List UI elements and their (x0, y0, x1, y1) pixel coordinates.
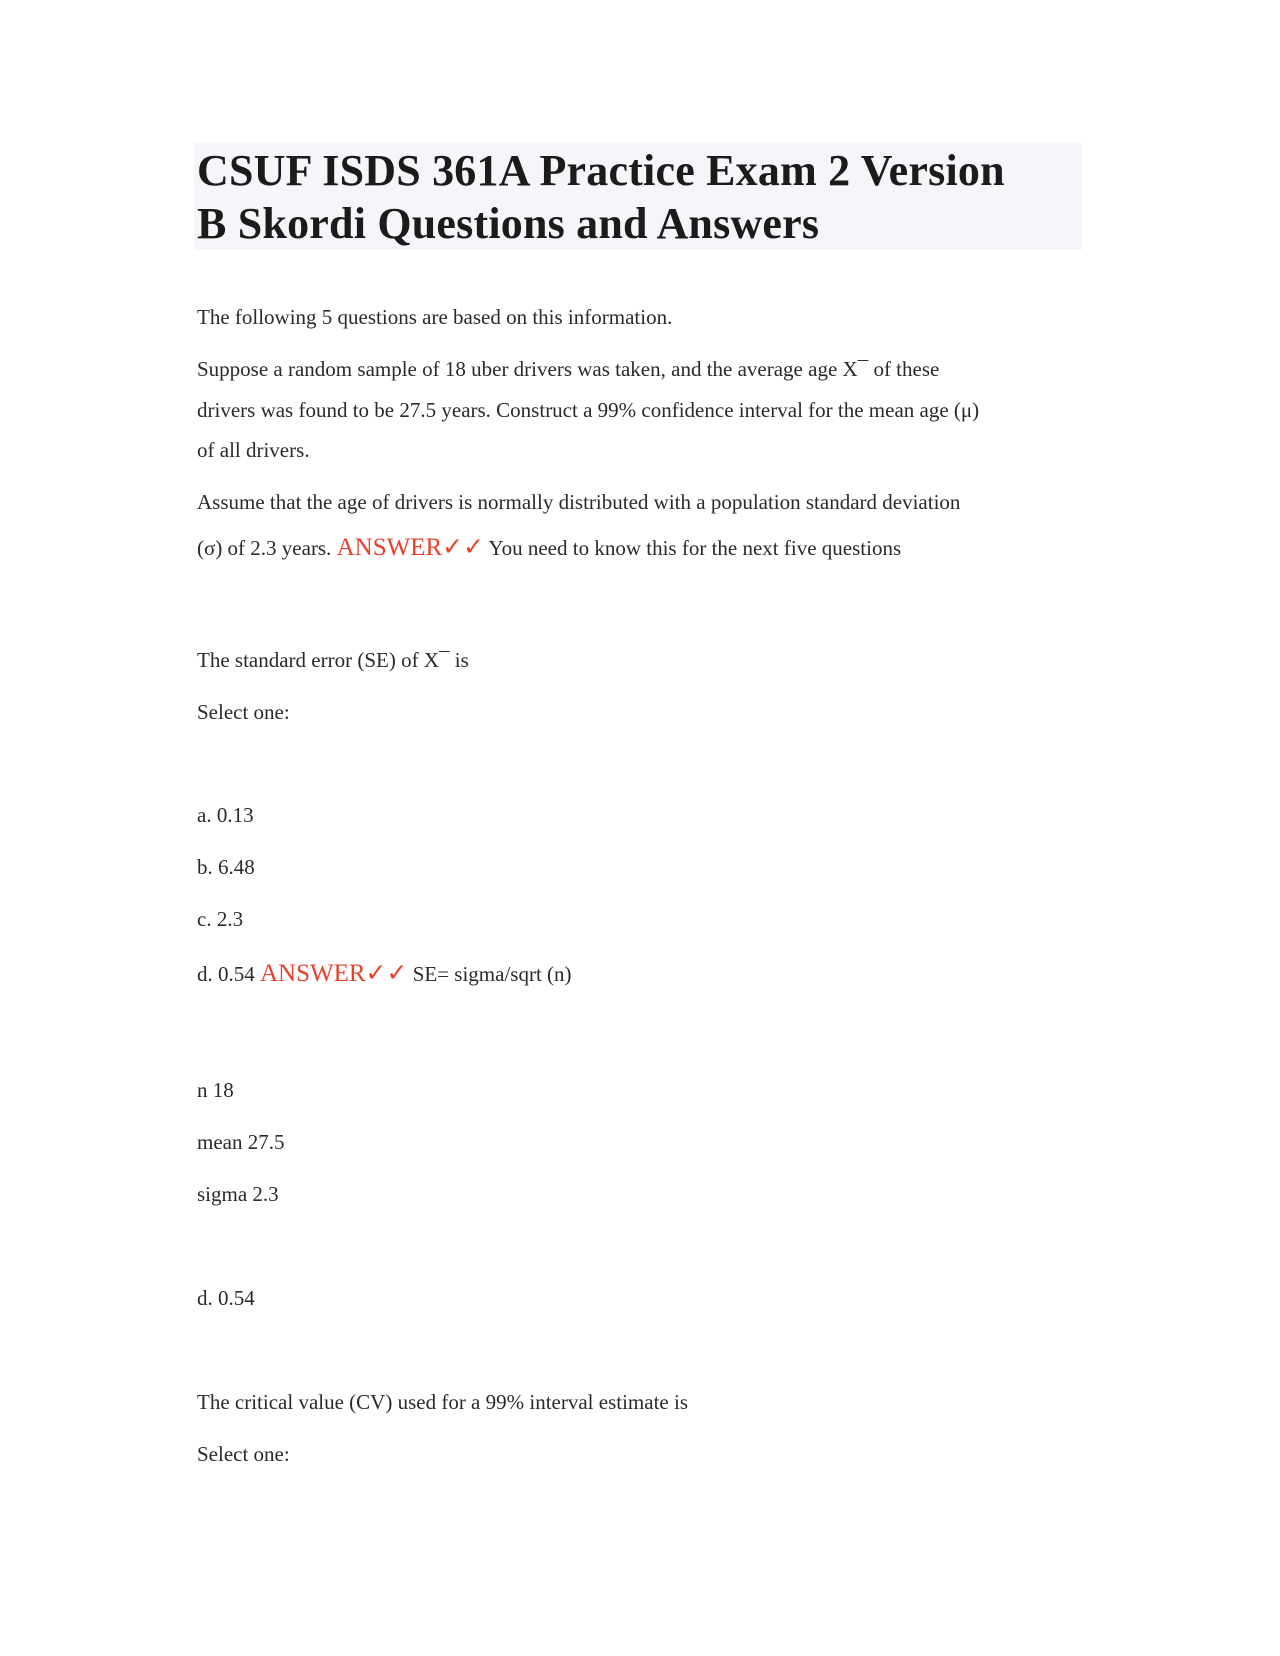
option-d (197, 961, 572, 987)
answer-note: SE= sigma/sqrt (n) (412, 962, 572, 986)
title-line-1: CSUF ISDS 361A Practice Exam 2 Version (197, 146, 1005, 195)
assumption-line-1: Assume that the age of drivers is normally distributed with a population standard deviation (197, 490, 961, 514)
question-2-prompt: The critical value (CV) used for a 99% interval estimate is (197, 1390, 688, 1414)
question-2-select-label: Select one: (197, 1442, 290, 1466)
assumption-text: (σ) of 2.3 years. (197, 536, 332, 560)
final-answer: d. 0.54 (197, 1286, 255, 1310)
scenario-line-2: drivers was found to be 27.5 years. Construct a 99% confidence interval for the mean age (μ) (197, 398, 980, 422)
answer-marker: ANSWER✓✓ (336, 534, 485, 561)
scenario-line-3: of all drivers. (197, 438, 310, 462)
assumption-line-2 (197, 535, 901, 561)
answer-marker: ANSWER✓✓ (260, 960, 408, 987)
option-b: b. 6.48 (197, 855, 255, 879)
option-c: c. 2.3 (197, 907, 244, 931)
scenario-line-1: Suppose a random sample of 18 uber drivers was taken, and the average age X¯ of these (197, 357, 940, 381)
question-1-prompt: The standard error (SE) of X¯ is (197, 648, 469, 672)
document-title (197, 144, 1077, 250)
title-line-2: B Skordi Questions and Answers (197, 199, 820, 248)
assumption-note: You need to know this for the next five questions (488, 536, 902, 560)
intro-text: The following 5 questions are based on this information. (197, 305, 673, 329)
work-sigma: sigma 2.3 (197, 1182, 279, 1206)
option-d-label: d. 0.54 (197, 962, 255, 986)
question-1-select-label: Select one: (197, 700, 290, 724)
option-a: a. 0.13 (197, 803, 254, 827)
work-mean: mean 27.5 (197, 1130, 285, 1154)
work-n: n 18 (197, 1078, 234, 1102)
